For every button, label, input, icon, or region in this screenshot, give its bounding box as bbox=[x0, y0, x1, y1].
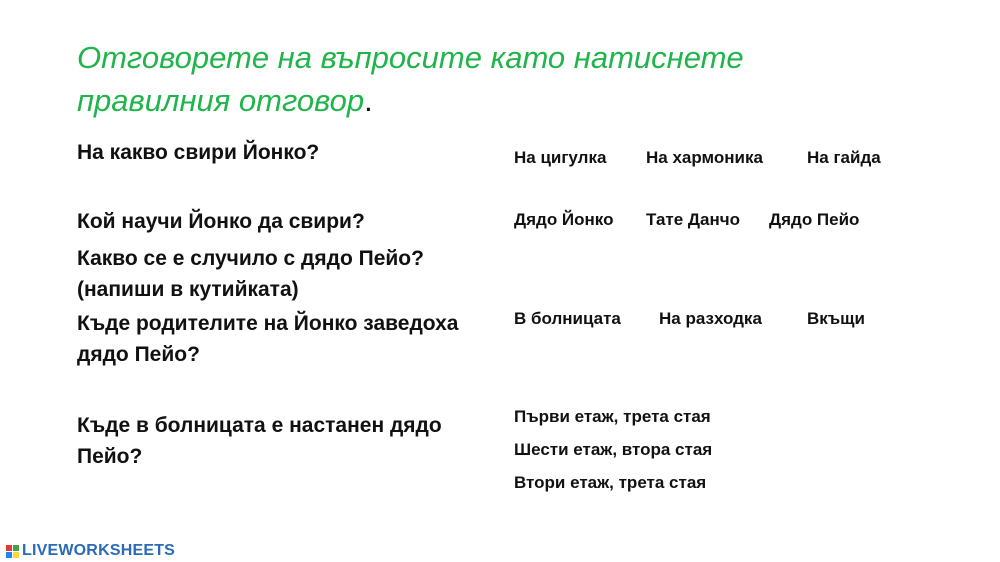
question-1: На какво свири Йонко? bbox=[77, 141, 320, 164]
question-3: Какво се е случило с дядо Пейо? (напиши в кутийката) bbox=[77, 247, 424, 301]
q5-option-1[interactable]: Първи етаж, трета стая bbox=[514, 407, 711, 426]
q1-option-2[interactable]: На хармоника bbox=[646, 148, 763, 167]
logo-text: LIVEWORKSHEETS bbox=[22, 542, 176, 559]
liveworksheets-logo bbox=[6, 541, 175, 561]
q4-option-2[interactable]: На разходка bbox=[659, 309, 762, 328]
q1-option-3[interactable]: На гайда bbox=[807, 148, 881, 167]
q2-option-2[interactable]: Тате Данчо bbox=[646, 210, 741, 229]
instruction-period: . bbox=[364, 83, 373, 118]
q4-option-3[interactable]: Вкъщи bbox=[807, 309, 865, 328]
q5-option-2[interactable]: Шести етаж, втора стая bbox=[514, 440, 713, 459]
q2-option-1[interactable]: Дядо Йонко bbox=[514, 210, 614, 229]
instruction-title bbox=[77, 36, 837, 122]
question-2: Кой научи Йонко да свири? bbox=[77, 210, 365, 233]
question-5: Къде в болницата е настанен дядо Пейо? bbox=[77, 414, 442, 468]
q5-option-3[interactable]: Втори етаж, трета стая bbox=[514, 473, 707, 492]
q2-option-3[interactable]: Дядо Пейо bbox=[769, 210, 860, 229]
q4-option-1[interactable]: В болницата bbox=[514, 309, 621, 328]
q1-option-1[interactable]: На цигулка bbox=[514, 148, 607, 167]
question-4: Къде родителите на Йонко заведоха дядо Пейо? bbox=[77, 312, 459, 366]
instruction-text: Отговорете на въпросите като натиснете правилния отговор bbox=[77, 40, 744, 118]
liveworksheets-logo-icon bbox=[6, 545, 19, 558]
